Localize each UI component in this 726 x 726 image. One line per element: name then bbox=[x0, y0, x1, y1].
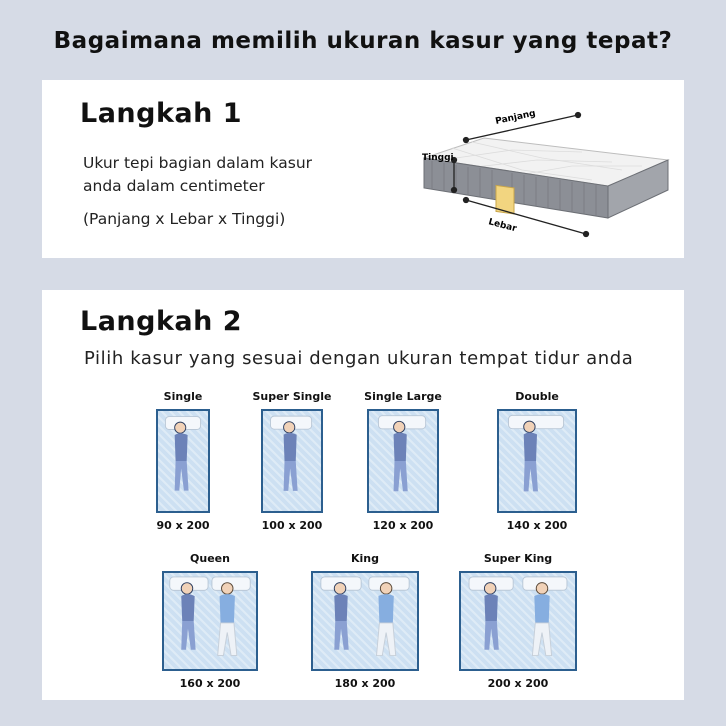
size-dimension: 200 x 200 bbox=[487, 677, 549, 690]
bed-illustration bbox=[497, 409, 577, 513]
step1-formula: (Panjang x Lebar x Tinggi) bbox=[83, 210, 286, 228]
size-option-single-large[interactable] bbox=[360, 390, 446, 532]
size-name: Super Single bbox=[252, 390, 332, 403]
size-name: Queen bbox=[190, 552, 230, 565]
couple-sleeping-icon bbox=[461, 573, 575, 669]
bed-illustration bbox=[162, 571, 258, 671]
step2-panel bbox=[42, 290, 684, 700]
bed-illustration bbox=[261, 409, 323, 513]
person-sleeping-icon bbox=[158, 411, 208, 511]
person-sleeping-icon bbox=[499, 411, 575, 511]
step2-title: Langkah 2 bbox=[80, 306, 243, 337]
person-sleeping-icon bbox=[263, 411, 321, 511]
size-dimension: 120 x 200 bbox=[372, 519, 434, 532]
size-dimension: 180 x 200 bbox=[334, 677, 396, 690]
couple-sleeping-icon bbox=[164, 573, 256, 669]
height-label: Tinggi bbox=[422, 153, 454, 163]
couple-sleeping-icon bbox=[313, 573, 417, 669]
size-name: Single bbox=[163, 390, 203, 403]
mattress-measure-illustration bbox=[372, 100, 672, 250]
size-name: Super King bbox=[483, 552, 553, 565]
bed-illustration bbox=[311, 571, 419, 671]
size-dimension: 100 x 200 bbox=[261, 519, 323, 532]
size-name: King bbox=[351, 552, 379, 565]
length-label: Panjang bbox=[494, 108, 537, 127]
person-sleeping-icon bbox=[369, 411, 437, 511]
size-dimension: 90 x 200 bbox=[156, 519, 210, 532]
step1-panel bbox=[42, 80, 684, 258]
size-option-super-king[interactable] bbox=[458, 552, 578, 690]
size-option-king[interactable] bbox=[310, 552, 420, 690]
page-title: Bagaimana memilih ukuran kasur yang tepat? bbox=[53, 28, 673, 54]
bed-illustration bbox=[459, 571, 577, 671]
size-dimension: 140 x 200 bbox=[506, 519, 568, 532]
step1-title: Langkah 1 bbox=[80, 98, 243, 129]
size-option-double[interactable] bbox=[496, 390, 578, 532]
size-name: Single Large bbox=[364, 390, 442, 403]
width-label: Lebar bbox=[487, 217, 518, 235]
bed-illustration bbox=[156, 409, 210, 513]
size-option-super-single[interactable] bbox=[250, 390, 334, 532]
bed-illustration bbox=[367, 409, 439, 513]
step2-description: Pilih kasur yang sesuai dengan ukuran tempat tidur anda bbox=[84, 348, 634, 369]
size-option-queen[interactable] bbox=[160, 552, 260, 690]
size-option-single[interactable] bbox=[150, 390, 216, 532]
size-name: Double bbox=[515, 390, 559, 403]
size-dimension: 160 x 200 bbox=[179, 677, 241, 690]
step1-description: Ukur tepi bagian dalam kasur anda dalam centimeter bbox=[83, 154, 313, 195]
